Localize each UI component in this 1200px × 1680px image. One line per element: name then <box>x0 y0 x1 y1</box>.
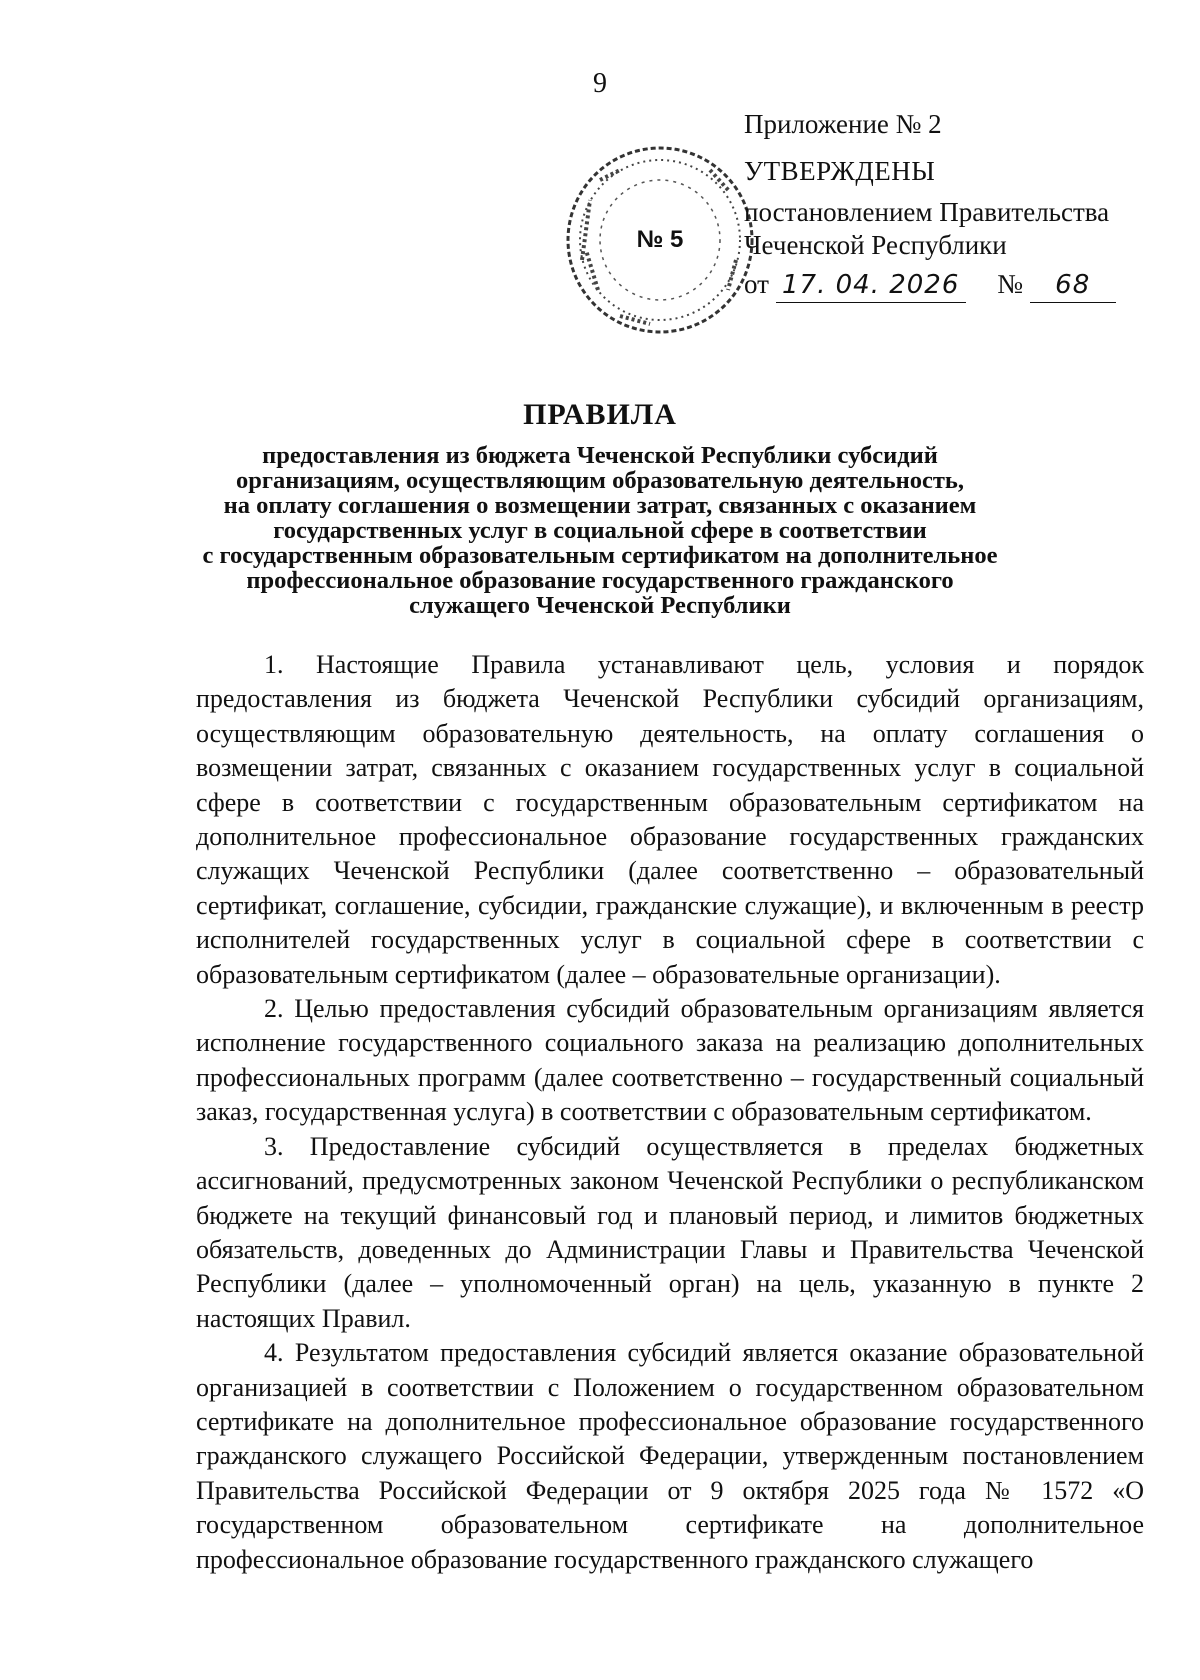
subtitle-line: предоставления из бюджета Чеченской Республики субсидий <box>262 442 938 469</box>
handwritten-date: 17. 04. 2026 <box>776 269 966 303</box>
paragraph-4: 4. Результатом предоставления субсидий является оказание образовательной организацией в соответствии с Положением о государственном образовательном сертификате на дополнительное профессиональное образование государственного гражданского служащего Российской Федерации, утвержденным постановлением Правительства Российской Федерации от 9 октября 2025 года № 1572 «О государственном образовательном сертификате на дополнительное профессиональное образование государственного гражданского служащего <box>196 1338 1144 1574</box>
date-prefix: от <box>744 269 769 299</box>
paragraph-2: 2. Целью предоставления субсидий образовательным организациям является исполнение государственного социального заказа на реализацию дополнительных профессиональных программ (далее соответственно – государственный социальный заказ, государственная услуга) в соответствии с образовательным сертификатом. <box>196 994 1144 1127</box>
approved-label: УТВЕРЖДЕНЫ <box>744 156 936 186</box>
official-seal <box>560 140 760 340</box>
document-body <box>196 648 1144 1577</box>
number-prefix: № <box>997 269 1023 299</box>
subtitle-line: профессиональное образование государственного гражданского <box>246 567 954 594</box>
paragraph-1: 1. Настоящие Правила устанавливают цель, условия и порядок предоставления из бюджета Чеченской Республики субсидий организациям, осуществляющим образовательную деятельность, на оплату соглашения о возмещении затрат, связанных с оказанием государственных услуг в социальной сфере в соответствии с государственным образовательным сертификатом на дополнительное профессиональное образование государственных гражданских служащих Чеченской Республики (далее соответственно – образовательный сертификат, соглашение, субсидии, гражданские служащие), и включенным в реестр исполнителей государственных услуг в социальной сфере в соответствии с образовательным сертификатом (далее – образовательные организации). <box>196 650 1144 989</box>
approval-date-line <box>744 268 1164 303</box>
document-subtitle <box>140 443 1060 618</box>
paragraph-3: 3. Предоставление субсидий осуществляется в пределах бюджетных ассигнований, предусмотренных законом Чеченской Республики о республиканском бюджете на текущий финансовый год и плановый период, и лимитов бюджетных обязательств, доведенных до Администрации Главы и Правительства Чеченской Республики (далее – уполномоченный орган) на цель, указанную в пункте 2 настоящих Правил. <box>196 1131 1144 1333</box>
subtitle-line: с государственным образовательным сертификатом на дополнительное <box>202 542 998 569</box>
approval-line-1: постановлением Правительства <box>744 197 1110 227</box>
document-title: ПРАВИЛА <box>523 398 677 431</box>
seal-number: № 5 <box>636 226 684 253</box>
approval-line-2: Чеченской Республики <box>744 230 1007 260</box>
subtitle-line: служащего Чеченской Республики <box>409 592 791 619</box>
appendix-label: Приложение № 2 <box>744 109 942 139</box>
subtitle-line: организациям, осуществляющим образовательную деятельность, <box>236 467 964 494</box>
approval-block <box>744 108 1164 303</box>
handwritten-number: 68 <box>1030 269 1116 303</box>
page-number: 9 <box>593 68 607 99</box>
subtitle-line: на оплату соглашения о возмещении затрат, связанных с оказанием <box>223 492 977 519</box>
subtitle-line: государственных услуг в социальной сфере в соответствии <box>273 517 927 544</box>
